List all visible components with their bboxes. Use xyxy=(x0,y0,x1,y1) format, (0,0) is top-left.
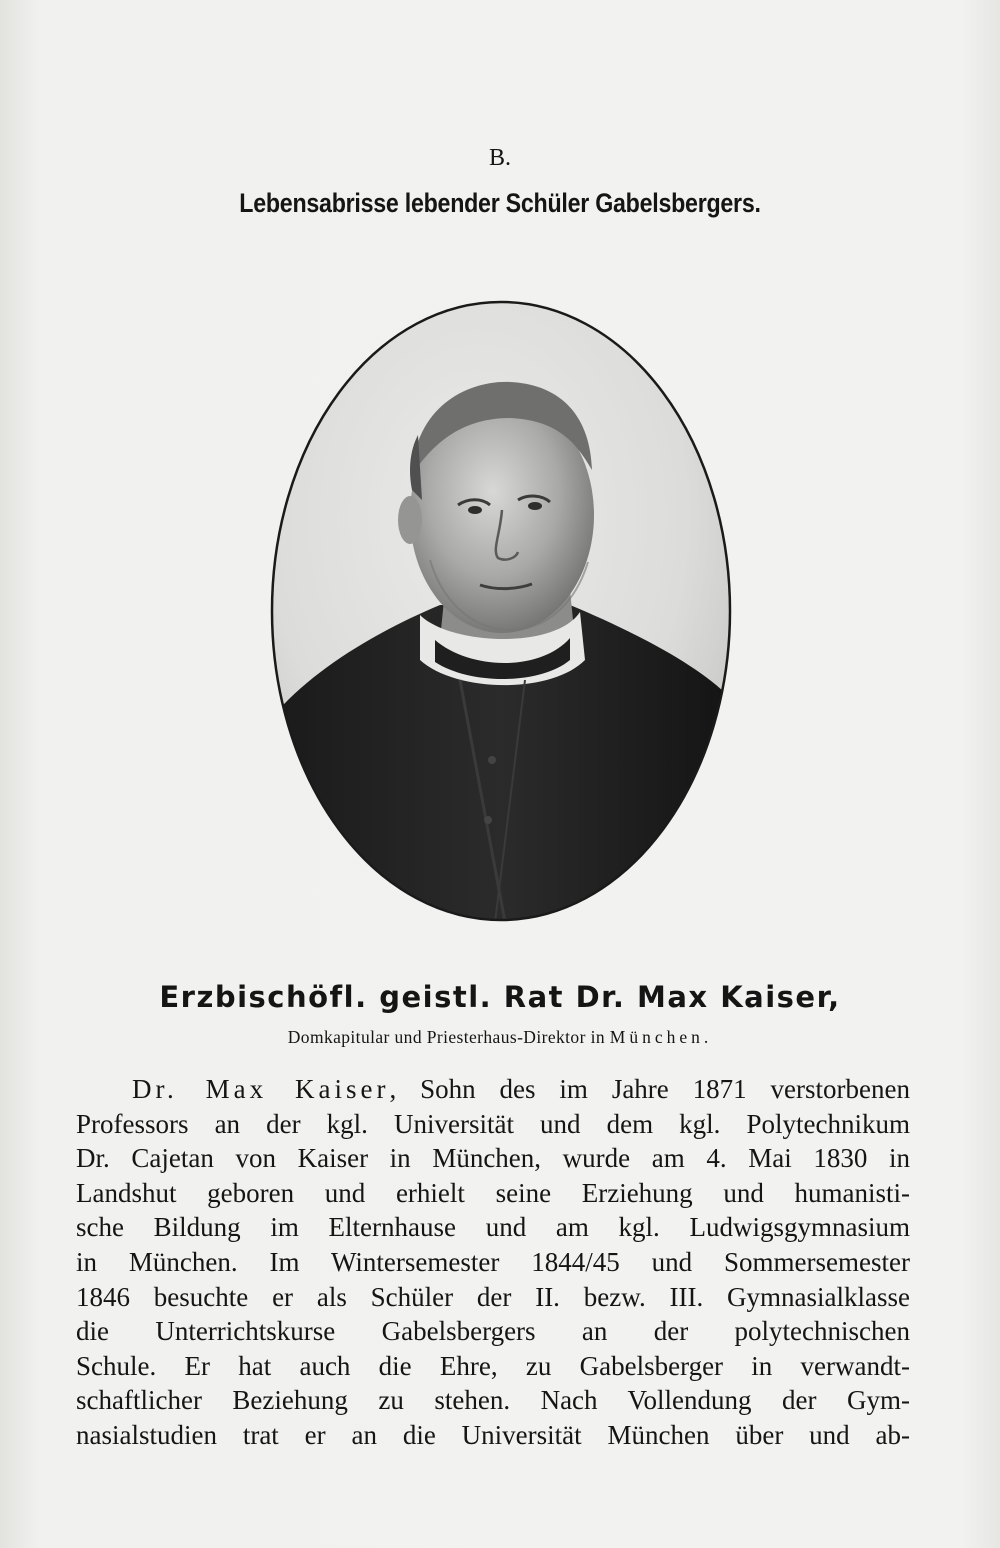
body-line: in München. Im Wintersemester 1844/45 und Sommersemester xyxy=(76,1246,910,1277)
body-line: Dr. Cajetan von Kaiser in München, wurde am 4. Mai 1830 in xyxy=(76,1143,910,1174)
biography-text xyxy=(76,1072,910,1453)
body-line: schaftlicher Beziehung zu stehen. Nach Vollendung der Gym- xyxy=(76,1385,910,1416)
body-line: 1846 besuchte er als Schüler der II. bezw. III. Gymnasialklasse xyxy=(76,1281,910,1312)
body-line-1 xyxy=(76,1072,910,1107)
role-prefix: Domkapitular und Priesterhaus-Direktor in xyxy=(287,1027,605,1047)
body-line: sche Bildung im Elternhause und am kgl. Ludwigsgymnasium xyxy=(76,1212,910,1243)
body-line: nasialstudien trat er an die Universität München über und ab- xyxy=(76,1419,910,1450)
body-line-1-rest: , Sohn des im Jahre 1871 verstorbenen xyxy=(389,1074,911,1104)
role-city: München. xyxy=(609,1027,713,1047)
portrait-photo xyxy=(270,300,732,922)
person-name: Erzbischöfl. geistl. Rat Dr. Max Kaiser, xyxy=(159,980,841,1014)
body-line: Professors an der kgl. Universität und dem kgl. Polytechnikum xyxy=(76,1108,910,1139)
body-line: die Unterrichtskurse Gabelsbergers an der polytechnischen xyxy=(76,1316,910,1347)
section-title: Lebensabrisse lebender Schüler Gabelsbergers. xyxy=(239,188,761,218)
section-letter: B. xyxy=(488,145,511,171)
body-line: Landshut geboren und erhielt seine Erziehung und humanisti- xyxy=(76,1177,910,1208)
body-name-spaced: Dr. Max Kaiser xyxy=(132,1074,390,1104)
body-line: Schule. Er hat auch die Ehre, zu Gabelsberger in verwandt- xyxy=(76,1350,910,1381)
person-role xyxy=(0,1027,1000,1048)
